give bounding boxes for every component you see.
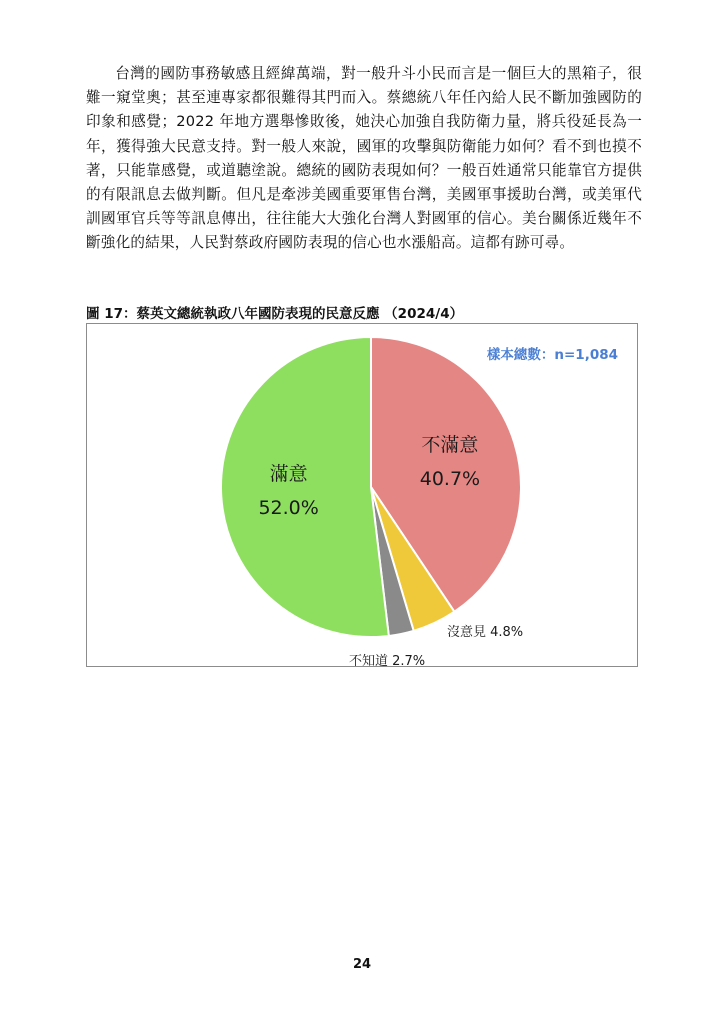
pie-chart bbox=[87, 324, 637, 666]
figure-caption: 圖 17：蔡英文總統執政八年國防表現的民意反應 （2024/4） bbox=[86, 306, 464, 322]
slice-label-no-opinion: 沒意見 4.8% bbox=[447, 625, 524, 640]
pie-slice-satisfied bbox=[221, 337, 389, 637]
slice-label-satisfied: 滿意 bbox=[269, 462, 308, 485]
slice-value-satisfied: 52.0% bbox=[258, 496, 319, 519]
slice-label-dissatisfied: 不滿意 bbox=[421, 434, 479, 457]
sample-size-note: 樣本總數：n=1,084 bbox=[486, 347, 618, 363]
page-number: 24 bbox=[352, 957, 372, 972]
slice-label-dont-know: 不知道 2.7% bbox=[349, 654, 426, 666]
body-paragraph: 台灣的國防事務敏感且經緯萬端，對一般升斗小民而言是一個巨大的黑箱子，很難一窺堂奧；甚至連專家都很難得其門而入。蔡總統八年任內給人民不斷加強國防的印象和感覺；2022 年地方選舉慘敗後，她決心加強自我防衛力量，將兵役延長為一年，獲得強大民意支持。對一般人來說，國軍的攻擊與防衛能力如何？看不到也摸不著，只能靠感覺，或道聽塗說。總統的國防表現如何？一般百姓通常只能靠官方提供的有限訊息去做判斷。但凡是牽涉美國重要軍售台灣，美國軍事援助台灣，或美軍代訓國軍官兵等等訊息傳出，往往能大大強化台灣人對國軍的信心。美台關係近幾年不斷強化的結果，人民對蔡政府國防表現的信心也水漲船高。這都有跡可尋。 bbox=[86, 65, 642, 252]
pie-chart-container bbox=[86, 323, 638, 667]
slice-value-dissatisfied: 40.7% bbox=[419, 468, 481, 491]
